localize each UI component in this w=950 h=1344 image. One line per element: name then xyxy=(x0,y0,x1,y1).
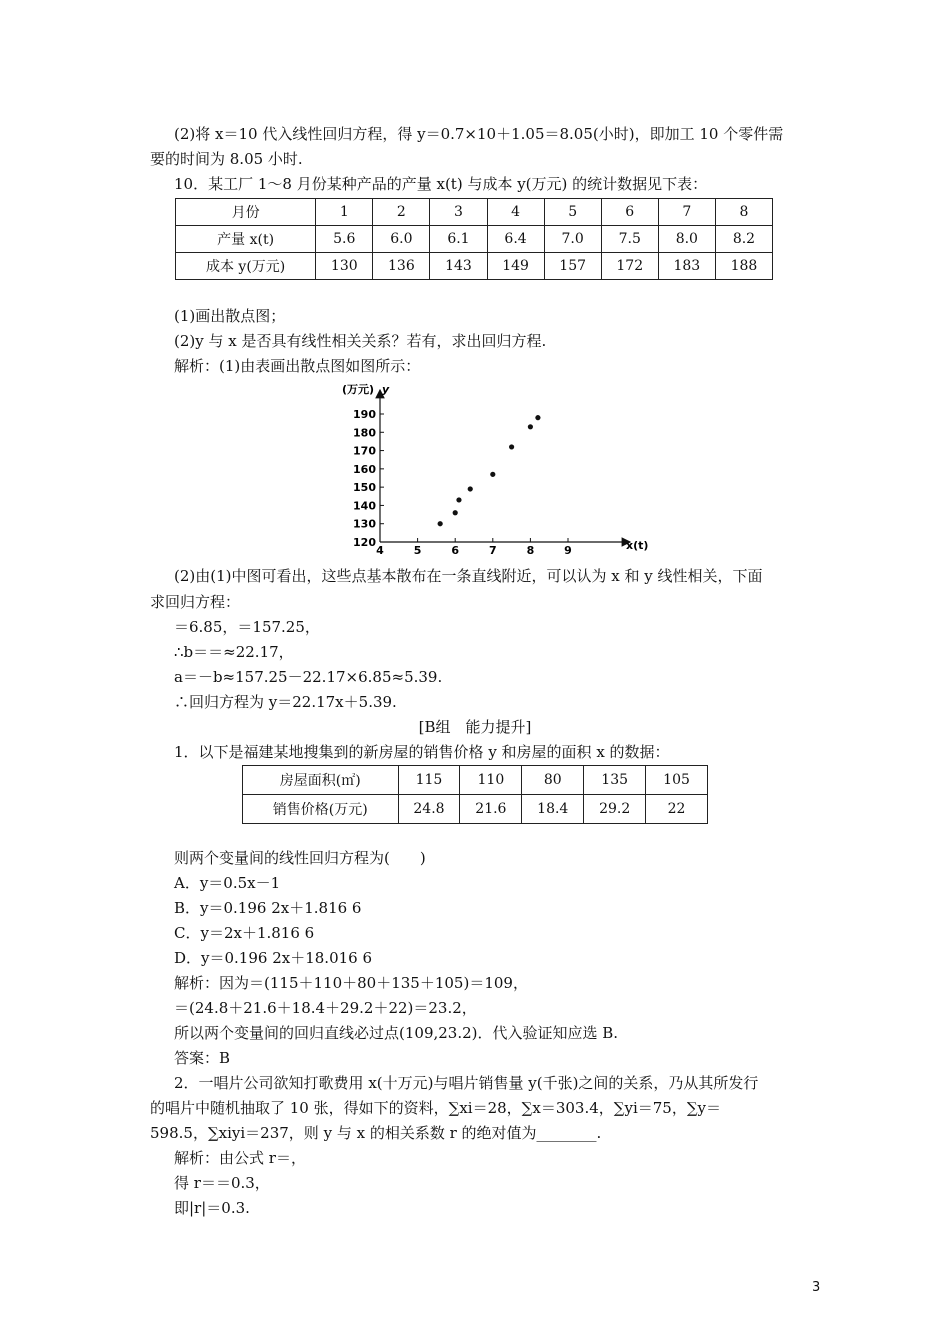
table-cell: 24.8 xyxy=(398,795,460,824)
x-tick-label: 8 xyxy=(526,544,535,557)
option-a: A．y＝0.5x－1 xyxy=(174,874,281,892)
solution-line: 解析：因为＝(115＋110＋80＋135＋105)＝109， xyxy=(174,974,528,992)
option-b: B．y＝0.196 2x＋1.816 6 xyxy=(174,899,362,917)
x-axis-ticks xyxy=(376,538,572,557)
y-axis-unit-label: (万元) xyxy=(342,383,375,396)
table-cell: 5 xyxy=(544,199,601,226)
table-cell: 房屋面积(㎡) xyxy=(243,766,399,795)
table-cell: 4 xyxy=(487,199,544,226)
text-line: (2)由(1)中图可看出，这些点基本散布在一条直线附近，可以认为 x 和 y 线性相关，下面 xyxy=(174,567,763,585)
table-cell: 29.2 xyxy=(584,795,646,824)
y-axis-letter: y xyxy=(382,383,390,396)
data-point xyxy=(453,510,458,515)
table-cell: 6 xyxy=(601,199,658,226)
table-cell: 18.4 xyxy=(522,795,584,824)
table-cell: 21.6 xyxy=(460,795,522,824)
table-row xyxy=(243,766,708,795)
y-tick-label: 120 xyxy=(353,536,376,549)
problem-2-heading: 2．一唱片公司欲知打歌费用 x(十万元)与唱片销售量 y(千张)之间的关系，乃从其所发行 xyxy=(174,1074,759,1092)
data-point xyxy=(509,444,514,449)
problem-1-heading: 1．以下是福建某地搜集到的新房屋的销售价格 y 和房屋的面积 x 的数据： xyxy=(174,743,670,761)
x-tick-label: 7 xyxy=(488,544,497,557)
data-points xyxy=(438,415,541,526)
table-cell: 1 xyxy=(316,199,373,226)
table-row xyxy=(176,253,773,280)
chart-axes xyxy=(380,390,630,542)
table-cell: 8.0 xyxy=(658,226,715,253)
table-cell: 110 xyxy=(460,766,522,795)
table-cell: 6.4 xyxy=(487,226,544,253)
formula-line: ＝6.85，＝157.25， xyxy=(174,618,320,636)
table-cell: 136 xyxy=(373,253,430,280)
data-point xyxy=(535,415,540,420)
data-point xyxy=(528,424,533,429)
y-tick-label: 160 xyxy=(353,462,376,476)
table-cell: 183 xyxy=(658,253,715,280)
text-line: 598.5，∑xiyi＝237，则 y 与 x 的相关系数 r 的绝对值为________. xyxy=(150,1124,602,1142)
option-d: D．y＝0.196 2x＋18.016 6 xyxy=(174,949,373,967)
table-cell: 7 xyxy=(658,199,715,226)
solution-line: 得 r＝＝0.3， xyxy=(174,1174,270,1192)
y-tick-label: 180 xyxy=(353,426,376,440)
table-cell: 6.1 xyxy=(430,226,487,253)
scatter-plot xyxy=(340,380,660,560)
table-cell: 7.0 xyxy=(544,226,601,253)
x-axis-label: x(t) xyxy=(626,539,649,552)
table-cell: 172 xyxy=(601,253,658,280)
table-cell: 5.6 xyxy=(316,226,373,253)
y-tick-label: 140 xyxy=(353,499,376,513)
question-line: 则两个变量间的线性回归方程为( ) xyxy=(174,849,426,867)
table-cell: 8.2 xyxy=(715,226,772,253)
data-point xyxy=(468,486,473,491)
table-cell: 销售价格(万元) xyxy=(243,795,399,824)
table-cell: 22 xyxy=(646,795,708,824)
table-cell: 8 xyxy=(715,199,772,226)
solution-line: 即|r|＝0.3. xyxy=(174,1199,250,1217)
formula-line: a＝－b≈157.25－22.17×6.85≈5.39. xyxy=(174,668,443,686)
text-line: 解析：(1)由表画出散点图如图所示： xyxy=(174,357,421,375)
section-heading: [B组 能力提升] xyxy=(418,718,532,736)
table-cell: 80 xyxy=(522,766,584,795)
x-tick-label: 9 xyxy=(564,544,572,557)
page-number: 3 xyxy=(812,1280,821,1295)
table-cell: 135 xyxy=(584,766,646,795)
problem-10-heading: 10．某工厂 1～8 月份某种产品的产量 x(t) 与成本 y(万元) 的统计数据见下表： xyxy=(174,175,708,193)
table-cell: 149 xyxy=(487,253,544,280)
table-cell: 6.0 xyxy=(373,226,430,253)
table-row xyxy=(176,226,773,253)
production-cost-table xyxy=(175,198,773,280)
table-cell: 157 xyxy=(544,253,601,280)
x-tick-label: 4 xyxy=(376,544,384,557)
table-cell: 130 xyxy=(316,253,373,280)
table-cell: 7.5 xyxy=(601,226,658,253)
x-tick-label: 6 xyxy=(451,544,460,557)
table-cell: 月份 xyxy=(176,199,316,226)
text-line: 求回归方程： xyxy=(150,593,241,611)
table-cell: 115 xyxy=(398,766,460,795)
table-cell: 成本 y(万元) xyxy=(176,253,316,280)
data-point xyxy=(456,497,461,502)
y-tick-label: 130 xyxy=(353,517,376,531)
y-axis-ticks xyxy=(353,408,384,549)
solution-line: 解析：由公式 r＝， xyxy=(174,1149,306,1167)
formula-line: ∴b＝＝≈22.17， xyxy=(174,643,294,661)
table-cell: 188 xyxy=(715,253,772,280)
y-tick-label: 170 xyxy=(353,444,376,458)
y-tick-label: 150 xyxy=(353,481,376,495)
solution-line: ＝(24.8＋21.6＋18.4＋29.2＋22)＝23.2， xyxy=(174,999,477,1017)
answer-line: 答案：B xyxy=(174,1049,231,1067)
text-line: (2)y 与 x 是否具有线性相关关系？若有，求出回归方程. xyxy=(174,332,547,350)
table-cell: 3 xyxy=(430,199,487,226)
option-c: C．y＝2x＋1.816 6 xyxy=(174,924,315,942)
text-line: (2)将 x＝10 代入线性回归方程，得 y＝0.7×10＋1.05＝8.05(小时)，即加工 10 个零件需 xyxy=(174,125,784,143)
table-cell: 2 xyxy=(373,199,430,226)
text-line: (1)画出散点图； xyxy=(174,307,286,325)
formula-line: ∴回归方程为 y＝22.17x＋5.39. xyxy=(174,693,397,711)
table-cell: 143 xyxy=(430,253,487,280)
solution-line: 所以两个变量间的回归直线必过点(109,23.2)．代入验证知应选 B. xyxy=(174,1024,619,1042)
table-row xyxy=(176,199,773,226)
housing-price-table xyxy=(242,765,708,824)
y-tick-label: 190 xyxy=(353,408,376,421)
text-line: 的唱片中随机抽取了 10 张，得如下的资料，∑xi＝28，∑x＝303.4，∑yi＝75，∑y＝ xyxy=(150,1099,722,1117)
x-tick-label: 5 xyxy=(413,544,422,557)
table-cell: 产量 x(t) xyxy=(176,226,316,253)
data-point xyxy=(438,521,443,526)
text-line: 要的时间为 8.05 小时. xyxy=(150,150,303,168)
table-cell: 105 xyxy=(646,766,708,795)
data-point xyxy=(490,472,495,477)
table-row xyxy=(243,795,708,824)
